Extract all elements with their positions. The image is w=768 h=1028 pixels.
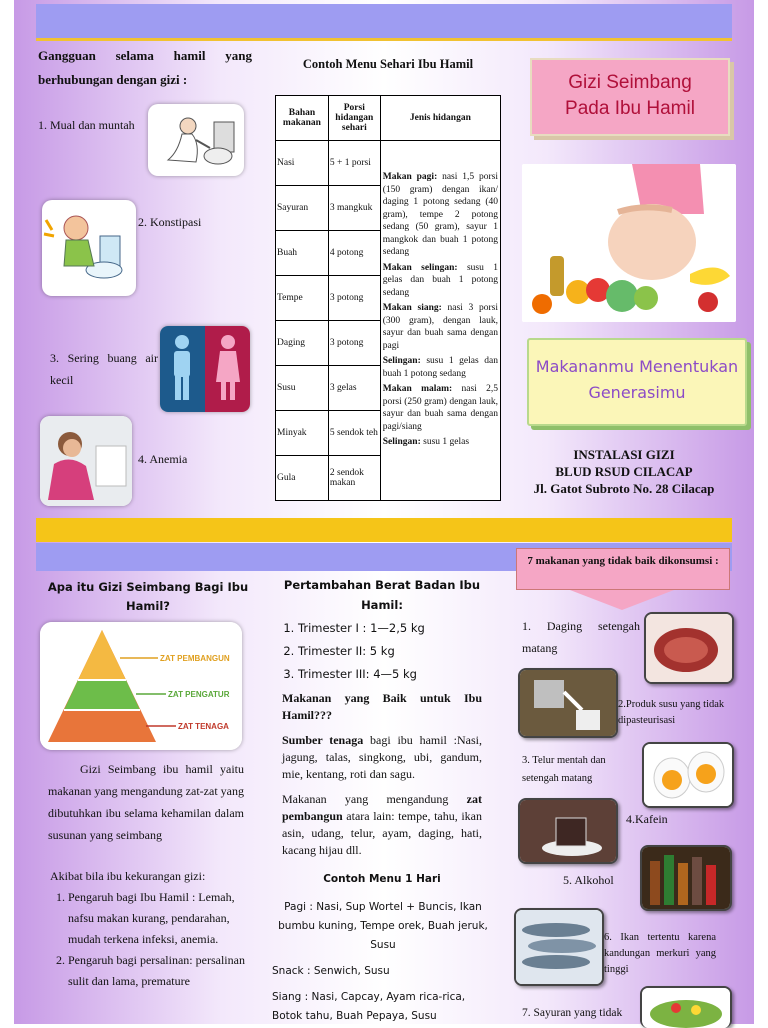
fish-photo [514, 908, 604, 986]
good-food-title: Makanan yang Baik untuk Ibu Hamil??? [282, 691, 482, 722]
brochure-title-box [530, 58, 730, 136]
ingredient-cell: Susu [276, 366, 329, 411]
alcohol-bottles-photo [640, 845, 732, 911]
coffee-photo [518, 798, 618, 864]
malnutrition-effects [50, 866, 246, 992]
title-line-2: Pada Ibu Hamil [565, 98, 695, 119]
portion-cell: 3 potong [328, 276, 380, 321]
foods-to-avoid-header: 7 makanan yang tidak baik dikonsumsi : [516, 548, 730, 590]
ingredient-cell: Nasi [276, 141, 329, 186]
disorder-item-nausea: 1. Mual dan muntah [38, 118, 135, 132]
pregnant-woman-food-photo [522, 164, 736, 322]
portion-cell: 5 sendok teh [328, 411, 380, 456]
restroom-sign-illustration [160, 326, 250, 412]
portion-cell: 3 mangkuk [328, 186, 380, 231]
effect-item-labor: 2. Pengaruh bagi persalinan: persalinan sulit dan lama, premature [68, 950, 246, 992]
ingredient-cell: Tempe [276, 276, 329, 321]
menu-breakfast: Pagi : Nasi, Sup Wortel + Buncis, Ikan bumbu kuning, Tempe orek, Buah jeruk, Susu [278, 901, 488, 951]
balanced-nutrition-title: Apa itu Gizi Seimbang Bagi Ibu Hamil? [47, 580, 249, 613]
effect-item-mother: 1. Pengaruh bagi Ibu Hamil : Lemah, nafsu makan kurang, pendarahan, mudah terkena infeksi, anemia. [68, 887, 246, 950]
trimester-list [282, 617, 482, 686]
effects-title: Akibat bila ibu kekurangan gizi: [50, 869, 206, 883]
ingredient-cell: Daging [276, 321, 329, 366]
salad-photo [640, 986, 732, 1028]
trimester-3: 3. Trimester III: 4—5 kg [298, 663, 482, 686]
meal-dinner: Makan malam: nasi 2,5 porsi (250 gram) dengan lauk, sayur dan buah sama dengan pagi/siang [382, 384, 498, 432]
trimester-2: 2. Trimester II: 5 kg [298, 640, 482, 663]
table-header-row [276, 96, 501, 141]
avoid-item-raw-egg: 3. Telur mentah dan setengah matang [522, 755, 606, 784]
portion-cell: 5 + 1 porsi [328, 141, 380, 186]
menu-table-title: Contoh Menu Sehari Ibu Hamil [302, 57, 474, 71]
institution-name: INSTALASI GIZI [573, 447, 675, 462]
disorder-item-anemia: 4. Anemia [138, 452, 188, 466]
pyramid-label-energy: ZAT TENAGA [178, 722, 229, 731]
milk-pouring-photo [518, 668, 618, 738]
pyramid-label-regulator: ZAT PENGATUR [168, 690, 230, 699]
slogan-box [527, 338, 747, 426]
top-banner [36, 4, 732, 41]
menu-lunch: Siang : Nasi, Capcay, Ayam rica-rica, Botok tahu, Buah Pepaya, Susu [272, 991, 466, 1022]
portion-cell: 2 sendok makan [328, 456, 380, 501]
meal-snack-1: Makan selingan: susu 1 gelas dan buah 1 potong sedang [382, 262, 498, 298]
meal-breakfast: Makan pagi: nasi 1,5 porsi (150 gram) dengan ikan/ daging 1 potong sedang (40 gram), tempe 2 potong sedang (50 gram), sayur 1 mangkok dan buah 1 potong sedang [382, 172, 498, 257]
avoid-item-undercooked-meat: 1. Daging setengah matang [522, 619, 640, 655]
avoid-item-caffeine: 4.Kafein [626, 812, 668, 826]
dish-description-cell [380, 141, 500, 501]
avoid-item-alcohol: 5. Alkohol [563, 873, 614, 887]
ingredient-cell: Sayuran [276, 186, 329, 231]
disorder-item-urination: 3. Sering buang air kecil [50, 351, 158, 387]
boiled-egg-photo [642, 742, 734, 808]
portion-cell: 3 potong [328, 321, 380, 366]
ingredient-cell: Gula [276, 456, 329, 501]
disorder-item-constipation: 2. Konstipasi [138, 215, 202, 229]
table-row [276, 141, 501, 186]
avoid-item-mercury-fish: 6. Ikan tertentu karena kandungan merkuri yang tinggi [604, 932, 716, 975]
meal-snack-2: Selingan: susu 1 gelas dan buah 1 potong sedang [382, 356, 498, 379]
avoid-item-unpasteurized-milk: 2.Produk susu yang tidak dipasteurisasi [618, 699, 725, 726]
constipation-illustration [42, 200, 136, 296]
middle-yellow-band [36, 518, 732, 542]
meal-snack-3: Selingan: susu 1 gelas [382, 437, 470, 447]
menu-snack: Snack : Senwich, Susu [272, 965, 390, 977]
balanced-nutrition-definition: Gizi Seimbang ibu hamil yaitu makanan yang mengandung zat-zat yang dibutuhkan ibu selama kehamilan dalam susunan yang seimbang [48, 762, 244, 842]
energy-source-text: Sumber tenaga bagi ibu hamil :Nasi, jagung, talas, singkong, ubi, gandum, mie, kentang, roti dan sagu. [282, 733, 482, 781]
pyramid-label-builder: ZAT PEMBANGUN [160, 654, 230, 663]
hospital-address: Jl. Gatot Subroto No. 28 Cilacap [533, 481, 715, 496]
title-line-1: Gizi Seimbang [568, 72, 692, 93]
col-header-portion: Porsi hidangan sehari [328, 96, 380, 141]
portion-cell: 3 gelas [328, 366, 380, 411]
ingredient-cell: Minyak [276, 411, 329, 456]
one-day-menu-title: Contoh Menu 1 Hari [323, 873, 441, 885]
col-header-ingredient: Bahan makanan [276, 96, 329, 141]
hospital-name: BLUD RSUD CILACAP [555, 464, 693, 479]
trimester-1: 1. Trimester I : 1—2,5 kg [298, 617, 482, 640]
builder-source-text: Makanan yang mengandung zat pembangun atara lain: tempe, tahu, ikan asin, udang, telur, ayam, daging, hati, kacang hijau dll. [282, 792, 482, 857]
weight-gain-title: Pertambahan Berat Badan Ibu Hamil: [283, 578, 481, 612]
down-arrow-icon [570, 590, 674, 610]
daily-menu-table [275, 95, 501, 501]
slogan-line-2: Generasimu [588, 383, 686, 402]
avoid-item-vegetables: 7. Sayuran yang tidak [522, 1007, 623, 1019]
panel1-heading: Gangguan selama hamil yang berhubungan dengan gizi : [38, 48, 252, 87]
portion-cell: 4 potong [328, 231, 380, 276]
ingredient-cell: Buah [276, 231, 329, 276]
food-pyramid-illustration [40, 622, 242, 750]
institution-info [520, 446, 728, 497]
nausea-illustration [148, 104, 244, 176]
meal-lunch: Makan siang: nasi 3 porsi (300 gram), dengan lauk, sayur dan buah sama dengan pagi [382, 303, 498, 351]
raw-meat-photo [644, 612, 734, 684]
col-header-dish: Jenis hidangan [380, 96, 500, 141]
slogan-line-1: Makananmu Menentukan [535, 357, 739, 376]
anemia-photo [40, 416, 132, 506]
